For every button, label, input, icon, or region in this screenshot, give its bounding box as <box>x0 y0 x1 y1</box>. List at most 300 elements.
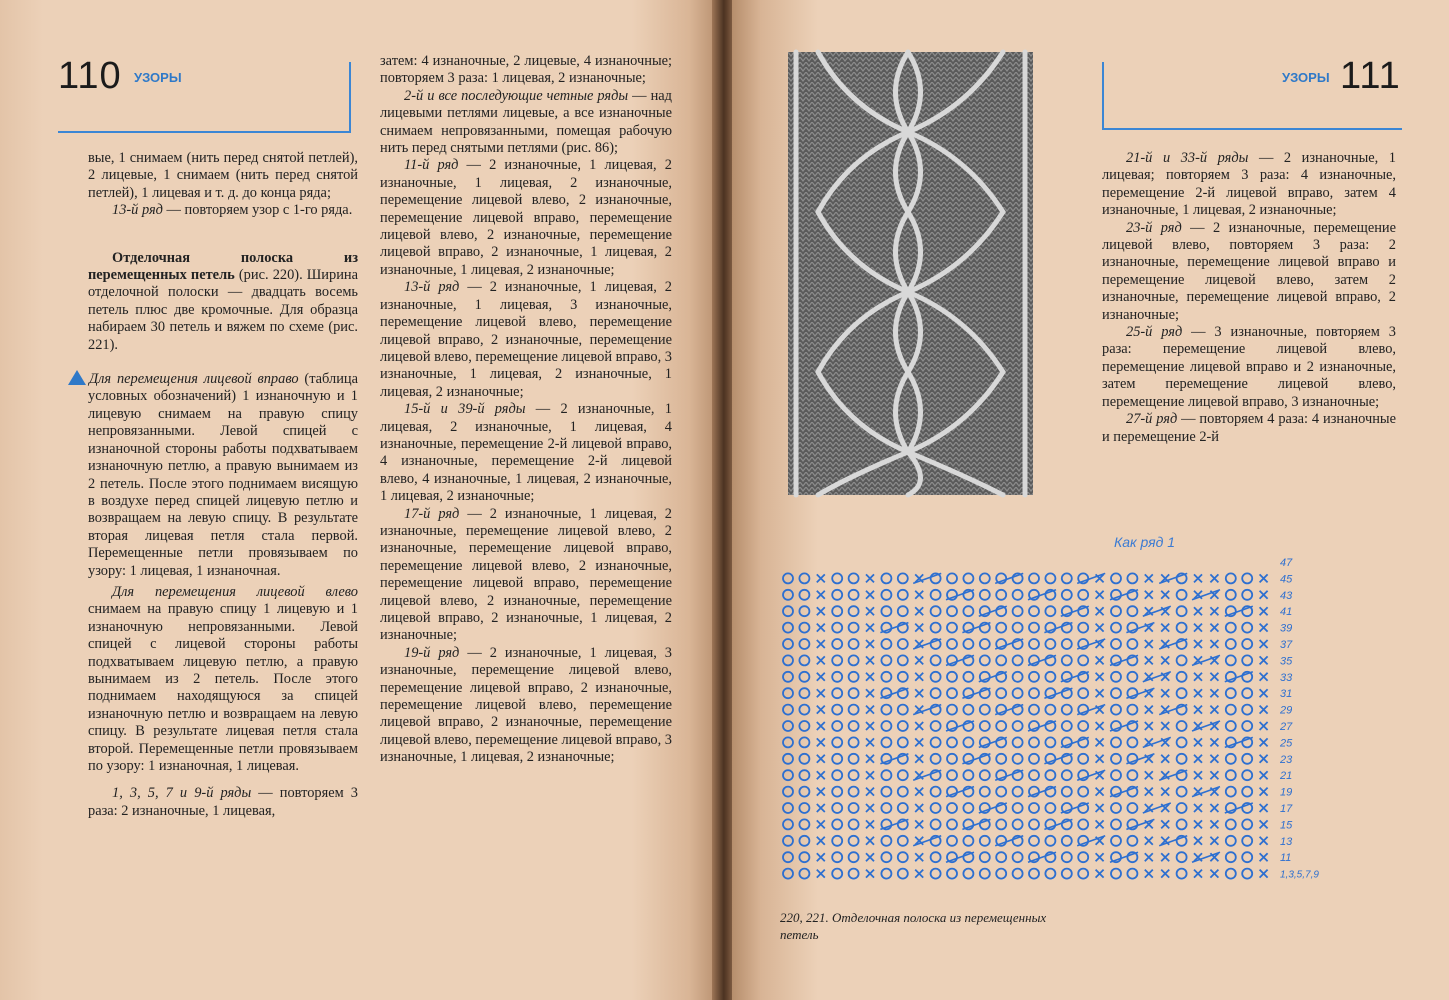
knit-symbol <box>1111 754 1121 764</box>
purl-symbol <box>1161 820 1169 828</box>
figure-caption: 220, 221. Отделочная полоска из перемещенных петель <box>780 910 1047 942</box>
cable-cross-symbol <box>1225 672 1253 682</box>
knit-symbol <box>1177 688 1187 698</box>
knit-symbol <box>996 590 1006 600</box>
knit-symbol <box>1177 819 1187 829</box>
purl-symbol <box>1194 870 1202 878</box>
knit-symbol <box>1226 705 1236 715</box>
knit-symbol <box>963 639 973 649</box>
purl-symbol <box>817 837 825 845</box>
purl-symbol <box>866 607 874 615</box>
cable-cross-symbol <box>1110 655 1138 665</box>
knit-symbol <box>1226 754 1236 764</box>
cable-cross-symbol <box>1225 803 1253 813</box>
knit-symbol <box>996 655 1006 665</box>
purl-symbol <box>1260 607 1268 615</box>
knit-symbol <box>898 705 908 715</box>
cable-cross-symbol <box>1061 672 1089 682</box>
knit-symbol <box>1013 819 1023 829</box>
knit-symbol <box>980 836 990 846</box>
knit-symbol <box>1013 688 1023 698</box>
knit-symbol <box>947 869 957 879</box>
knit-symbol <box>1111 737 1121 747</box>
cable-cross-symbol <box>995 836 1023 846</box>
purl-symbol <box>915 788 923 796</box>
knit-symbol <box>1127 672 1137 682</box>
purl-symbol <box>1210 738 1218 746</box>
cable-cross-symbol <box>1126 688 1154 698</box>
purl-symbol <box>915 591 923 599</box>
knit-symbol <box>1029 705 1039 715</box>
purl-symbol <box>1210 624 1218 632</box>
knit-symbol <box>1013 869 1023 879</box>
paragraph: 13-й ряд — повторяем узор с 1-го ряда. <box>112 202 353 219</box>
purl-symbol <box>1260 788 1268 796</box>
knit-symbol <box>849 573 859 583</box>
cable-cross-symbol <box>1077 573 1105 583</box>
purl-symbol <box>1210 870 1218 878</box>
knit-symbol <box>832 852 842 862</box>
knit-symbol <box>963 606 973 616</box>
paragraph: 13-й ряд — 2 изнаночные, 1 лицевая, 2 изнаночные, 1 лицевая, 3 изнаночные, перемещение лицевой влево, перемещение лицевой вправо, 2 изнаночные, перемещение лицевой влево, перемещение лицевой вправо, 3 изнаночные, 1 лицевая, 2 изнаночные, 1 лицевая, 2 изнаночные; <box>380 279 672 400</box>
purl-symbol <box>1161 870 1169 878</box>
purl-symbol <box>915 870 923 878</box>
knit-symbol <box>832 819 842 829</box>
purl-symbol <box>1161 656 1169 664</box>
cable-cross-symbol <box>962 623 990 633</box>
chart-grid <box>778 532 1319 892</box>
knit-symbol <box>799 721 809 731</box>
knit-symbol <box>1062 869 1072 879</box>
knit-symbol <box>996 721 1006 731</box>
knit-symbol <box>1226 573 1236 583</box>
knit-symbol <box>832 688 842 698</box>
knit-symbol <box>1111 606 1121 616</box>
knit-symbol <box>1045 672 1055 682</box>
cable-cross-symbol <box>1143 737 1171 747</box>
knit-symbol <box>783 606 793 616</box>
knit-symbol <box>881 639 891 649</box>
knit-symbol <box>1062 836 1072 846</box>
knit-symbol <box>1226 590 1236 600</box>
row-label: 17 <box>1280 803 1293 815</box>
cable-cross-symbol <box>1159 573 1187 583</box>
cable-cross-symbol <box>1028 590 1056 600</box>
knit-symbol <box>931 623 941 633</box>
cable-cross-symbol <box>1126 819 1154 829</box>
knit-symbol <box>947 819 957 829</box>
cable-cross-symbol <box>1077 770 1105 780</box>
knitting-chart <box>778 532 1319 892</box>
purl-symbol <box>1096 870 1104 878</box>
knit-symbol <box>1062 721 1072 731</box>
knit-symbol <box>1045 836 1055 846</box>
knit-symbol <box>832 737 842 747</box>
knit-symbol <box>1078 590 1088 600</box>
knit-symbol <box>1013 754 1023 764</box>
purl-symbol <box>866 656 874 664</box>
knit-symbol <box>947 606 957 616</box>
purl-symbol <box>817 804 825 812</box>
purl-symbol <box>1096 673 1104 681</box>
purl-symbol <box>1260 771 1268 779</box>
knit-symbol <box>980 573 990 583</box>
purl-symbol <box>1096 755 1104 763</box>
knit-symbol <box>1242 590 1252 600</box>
section-title: УЗОРЫ <box>1282 70 1330 85</box>
purl-symbol <box>817 624 825 632</box>
knit-symbol <box>898 770 908 780</box>
knit-symbol <box>799 836 809 846</box>
knitting-photo <box>788 52 1033 495</box>
knit-symbol <box>931 754 941 764</box>
purl-symbol <box>1096 656 1104 664</box>
knit-symbol <box>799 590 809 600</box>
knit-symbol <box>1242 770 1252 780</box>
cable-cross-symbol <box>979 606 1007 616</box>
knit-symbol <box>1177 623 1187 633</box>
knit-symbol <box>1226 639 1236 649</box>
knit-symbol <box>849 770 859 780</box>
purl-symbol <box>866 689 874 697</box>
purl-symbol <box>915 738 923 746</box>
purl-symbol <box>1096 804 1104 812</box>
knit-symbol <box>1242 573 1252 583</box>
purl-symbol <box>866 804 874 812</box>
knit-symbol <box>1177 721 1187 731</box>
purl-symbol <box>1194 673 1202 681</box>
knit-symbol <box>1242 869 1252 879</box>
knit-symbol <box>963 869 973 879</box>
knit-symbol <box>947 623 957 633</box>
cable-cross-symbol <box>1159 770 1187 780</box>
knit-symbol <box>1242 787 1252 797</box>
knit-symbol <box>898 721 908 731</box>
cable-cross-symbol <box>913 639 941 649</box>
purl-symbol <box>1210 771 1218 779</box>
cable-cross-symbol <box>1159 836 1187 846</box>
row-label: 23 <box>1280 753 1293 766</box>
knit-symbol <box>849 721 859 731</box>
knit-symbol <box>1013 852 1023 862</box>
knit-symbol <box>849 836 859 846</box>
knit-symbol <box>849 803 859 813</box>
row-label: 39 <box>1280 622 1293 635</box>
knit-symbol <box>832 606 842 616</box>
purl-symbol <box>866 820 874 828</box>
knit-symbol <box>1045 770 1055 780</box>
purl-symbol <box>1194 689 1202 697</box>
knit-symbol <box>881 852 891 862</box>
knit-symbol <box>783 737 793 747</box>
knit-symbol <box>963 573 973 583</box>
knit-symbol <box>783 655 793 665</box>
knit-symbol <box>1062 705 1072 715</box>
knit-symbol <box>881 770 891 780</box>
knit-symbol <box>980 590 990 600</box>
cable-cross-symbol <box>1110 852 1138 862</box>
paragraph: 23-й ряд — 2 изнаночные, перемещение лицевой влево, повторяем 3 раза: 2 изнаночные, перемещение лицевой вправо и перемещение лицевой влево, затем 2 изнаночные, перемещение лицевой вправо, 2 изнаночные; <box>1102 219 1396 323</box>
purl-symbol <box>1194 706 1202 714</box>
knit-symbol <box>1127 869 1137 879</box>
purl-symbol <box>1145 853 1153 861</box>
knit-symbol <box>931 737 941 747</box>
knit-symbol <box>832 573 842 583</box>
knit-symbol <box>980 787 990 797</box>
knit-symbol <box>1226 836 1236 846</box>
paragraph: вые, 1 снимаем (нить перед снятой петлей), 2 лицевые, 1 снимаем (нить перед снятой петлей), 1 лицевая и т. д. до конца ряда; <box>88 150 358 201</box>
paragraph: 25-й ряд — 3 изнаночные, повторяем 3 раза: перемещение лицевой влево, перемещение лицевой вправо и 2 изнаночные, затем перемещение лицевой влево, перемещение лицевой вправо, 3 изнаночные; <box>1102 324 1397 410</box>
purl-symbol <box>1194 804 1202 812</box>
cable-cross-symbol <box>1077 836 1105 846</box>
purl-symbol <box>915 624 923 632</box>
knit-symbol <box>1111 836 1121 846</box>
row-label: 37 <box>1280 639 1293 651</box>
knit-symbol <box>832 836 842 846</box>
purl-symbol <box>1210 574 1218 582</box>
purl-symbol <box>866 853 874 861</box>
knit-symbol <box>898 869 908 879</box>
knit-symbol <box>1226 819 1236 829</box>
purl-symbol <box>1096 820 1104 828</box>
row-label: 35 <box>1280 655 1293 668</box>
cable-cross-symbol <box>1126 623 1154 633</box>
cable-cross-symbol <box>1077 639 1105 649</box>
row-label: 25 <box>1280 737 1293 750</box>
knit-symbol <box>1062 787 1072 797</box>
purl-symbol <box>1096 788 1104 796</box>
knit-symbol <box>799 737 809 747</box>
purl-symbol <box>915 673 923 681</box>
purl-symbol <box>1260 689 1268 697</box>
purl-symbol <box>1161 722 1169 730</box>
knit-symbol <box>849 705 859 715</box>
knit-symbol <box>1242 754 1252 764</box>
knit-symbol <box>799 869 809 879</box>
row-label: 43 <box>1280 589 1293 602</box>
knit-symbol <box>849 754 859 764</box>
knit-symbol <box>881 606 891 616</box>
knit-symbol <box>898 852 908 862</box>
purl-symbol <box>1096 853 1104 861</box>
paragraph: 21-й и 33-й ряды — 2 изнаночные, 1 лицевая; повторяем 3 раза: 4 изнаночные, перемещение 2-й лицевой вправо, затем 4 изнаночные, 1 лицевая, 2 изнаночные; <box>1102 150 1397 219</box>
purl-symbol <box>1161 788 1169 796</box>
knit-symbol <box>931 672 941 682</box>
knit-symbol <box>1045 803 1055 813</box>
purl-symbol <box>915 755 923 763</box>
purl-symbol <box>866 837 874 845</box>
knit-symbol <box>963 836 973 846</box>
knit-symbol <box>1078 787 1088 797</box>
knit-symbol <box>1226 852 1236 862</box>
knit-symbol <box>783 721 793 731</box>
purl-symbol <box>1210 804 1218 812</box>
knit-symbol <box>1226 721 1236 731</box>
knit-symbol <box>898 573 908 583</box>
knit-symbol <box>1013 721 1023 731</box>
purl-symbol <box>866 755 874 763</box>
knit-symbol <box>1127 573 1137 583</box>
purl-symbol <box>1260 738 1268 746</box>
knit-symbol <box>1062 852 1072 862</box>
section-heading-paragraph: Отделочная полоска из перемещенных петель (рис. 220). Ширина отделочной полоски — двадцать восемь петель плюс две кромочные. Для образца набираем 30 петель и вяжем по схеме (рис. 221). <box>88 249 358 353</box>
knit-symbol <box>783 852 793 862</box>
knit-symbol <box>980 869 990 879</box>
knit-symbol <box>947 573 957 583</box>
row-label: 45 <box>1280 573 1293 586</box>
purl-symbol <box>1260 755 1268 763</box>
cable-cross-symbol <box>962 754 990 764</box>
knit-symbol <box>799 573 809 583</box>
knit-symbol <box>996 869 1006 879</box>
cable-cross-symbol <box>1225 606 1253 616</box>
knit-symbol <box>1029 869 1039 879</box>
triangle-marker-icon <box>68 370 86 385</box>
knit-symbol <box>799 852 809 862</box>
knit-symbol <box>849 688 859 698</box>
knit-symbol <box>783 623 793 633</box>
knit-symbol <box>1127 836 1137 846</box>
purl-symbol <box>1194 738 1202 746</box>
row-label: 31 <box>1280 688 1293 701</box>
purl-symbol <box>1260 820 1268 828</box>
knit-symbol <box>849 787 859 797</box>
knit-symbol <box>881 655 891 665</box>
row-label: 41 <box>1280 606 1293 619</box>
page-number: 111 <box>1340 55 1401 97</box>
cable-cross-symbol <box>1126 754 1154 764</box>
knit-symbol <box>1177 672 1187 682</box>
knit-symbol <box>881 705 891 715</box>
knit-symbol <box>947 836 957 846</box>
paragraph: затем: 4 изнаночные, 2 лицевые, 4 изнаночные; повторяем 3 раза: 1 лицевая, 2 изнаночные; <box>380 53 672 87</box>
knit-symbol <box>783 787 793 797</box>
knit-symbol <box>1242 623 1252 633</box>
cable-cross-symbol <box>1143 606 1171 616</box>
cable-cross-symbol <box>1061 606 1089 616</box>
row-label: 27 <box>1280 721 1293 733</box>
knit-symbol <box>1013 623 1023 633</box>
knit-symbol <box>799 623 809 633</box>
knit-symbol <box>1127 705 1137 715</box>
paragraph: 2-й и все последующие четные ряды — над лицевыми петлями лицевые, а все изнаночные снимаем непровязанными, помещая рабочую нить перед снятыми петлями (рис. 86); <box>380 87 673 157</box>
row-label: 15 <box>1280 819 1293 832</box>
knit-symbol <box>1062 639 1072 649</box>
purl-symbol <box>1260 837 1268 845</box>
cable-cross-symbol <box>946 787 974 797</box>
knit-symbol <box>947 705 957 715</box>
knit-symbol <box>1111 639 1121 649</box>
header-rule-vertical <box>349 62 351 133</box>
cable-cross-symbol <box>979 737 1007 747</box>
purl-symbol <box>1145 656 1153 664</box>
knit-symbol <box>1078 688 1088 698</box>
knit-symbol <box>980 852 990 862</box>
knit-symbol <box>931 869 941 879</box>
knit-symbol <box>980 705 990 715</box>
cable-cross-symbol <box>1110 787 1138 797</box>
cable-cross-symbol <box>995 639 1023 649</box>
row-label: 29 <box>1280 704 1293 717</box>
knit-symbol <box>1127 737 1137 747</box>
cable-cross-symbol <box>880 819 908 829</box>
paragraph: 27-й ряд — повторяем 4 раза: 4 изнаночные и перемещение 2-й <box>1102 411 1396 445</box>
knit-symbol <box>1078 721 1088 731</box>
knit-symbol <box>832 754 842 764</box>
header-rule <box>58 131 351 133</box>
knit-symbol <box>799 705 809 715</box>
knit-symbol <box>898 836 908 846</box>
knit-symbol <box>1177 754 1187 764</box>
knit-symbol <box>832 623 842 633</box>
knit-symbol <box>1013 787 1023 797</box>
knit-symbol <box>947 770 957 780</box>
knit-symbol <box>996 819 1006 829</box>
cable-cross-symbol <box>913 836 941 846</box>
knit-symbol <box>1029 737 1039 747</box>
knit-symbol <box>832 721 842 731</box>
knit-symbol <box>1013 590 1023 600</box>
purl-symbol <box>817 771 825 779</box>
knit-symbol <box>1127 803 1137 813</box>
knit-symbol <box>1127 639 1137 649</box>
knit-symbol <box>881 721 891 731</box>
knit-symbol <box>1062 770 1072 780</box>
knit-symbol <box>963 803 973 813</box>
knit-symbol <box>898 655 908 665</box>
knit-symbol <box>898 590 908 600</box>
knit-symbol <box>1226 688 1236 698</box>
knit-symbol <box>1029 836 1039 846</box>
purl-symbol <box>1161 755 1169 763</box>
knit-symbol <box>799 688 809 698</box>
purl-symbol <box>915 689 923 697</box>
purl-symbol <box>1260 624 1268 632</box>
purl-symbol <box>1210 837 1218 845</box>
cable-cross-symbol <box>946 590 974 600</box>
purl-symbol <box>1145 591 1153 599</box>
knit-symbol <box>783 688 793 698</box>
purl-symbol <box>1096 591 1104 599</box>
knit-symbol <box>832 655 842 665</box>
knit-symbol <box>898 639 908 649</box>
purl-symbol <box>866 624 874 632</box>
knit-symbol <box>947 688 957 698</box>
knit-symbol <box>832 590 842 600</box>
purl-symbol <box>817 607 825 615</box>
knit-symbol <box>931 655 941 665</box>
purl-symbol <box>866 591 874 599</box>
row-label: 21 <box>1280 770 1293 783</box>
left-column-1 <box>88 150 358 820</box>
knit-symbol <box>1111 623 1121 633</box>
knit-symbol <box>898 672 908 682</box>
paragraph: 19-й ряд — 2 изнаночные, 1 лицевая, 3 изнаночные, перемещение лицевой влево, перемещение лицевой вправо, 2 изнаночные, перемещение лицевой влево, перемещение лицевой вправо, 2 изнаночные, перемещение лицевой влево, перемещение лицевой вправо, 3 изнаночные, 1 лицевая, 2 изнаночные; <box>380 644 672 766</box>
knit-symbol <box>799 639 809 649</box>
knit-symbol <box>947 672 957 682</box>
knit-symbol <box>1029 754 1039 764</box>
paragraph: 15-й и 39-й ряды — 2 изнаночные, 1 лицевая, 2 изнаночные, 1 лицевая, 4 изнаночные, перемещение 2-й лицевой вправо, 4 изнаночные, перемещение 2-й лицевой влево, 4 изнаночные, 1 лицевая, 2 изнаночные, 1 лицевая, 2 изнаночные; <box>380 401 673 505</box>
purl-symbol <box>817 591 825 599</box>
knit-symbol <box>1111 672 1121 682</box>
knit-symbol <box>783 803 793 813</box>
purl-symbol <box>1260 870 1268 878</box>
knit-symbol <box>1177 655 1187 665</box>
knit-symbol <box>1062 573 1072 583</box>
purl-symbol <box>1260 673 1268 681</box>
header-rule <box>1102 128 1402 130</box>
knit-symbol <box>1177 803 1187 813</box>
